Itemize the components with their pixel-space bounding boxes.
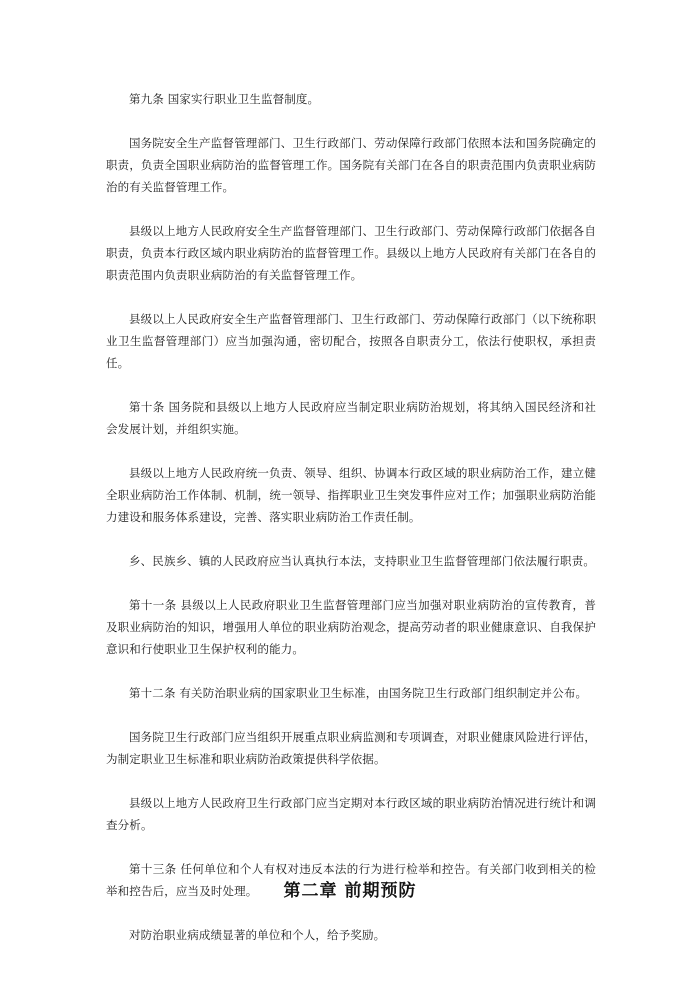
article-13-paragraph: 第十三条 任何单位和个人有权对违反本法的行为进行检举和控告。有关部门收到相关的检举和控告后，应当及时处理。 (106, 862, 596, 898)
body-paragraph: 国务院安全生产监督管理部门、卫生行政部门、劳动保障行政部门依照本法和国务院确定的职责，负责全国职业病防治的监督管理工作。国务院有关部门在各自的职责范围内负责职业病防治的有关监督管理工作。 (106, 136, 596, 194)
body-paragraph: 对防治职业病成绩显著的单位和个人，给予奖励。 (129, 928, 386, 942)
chapter-heading: 第二章 前期预防 (283, 881, 417, 901)
body-paragraph: 乡、民族乡、镇的人民政府应当认真执行本法，支持职业卫生监督管理部门依法履行职责。 (129, 554, 595, 568)
article-12-paragraph: 第十二条 有关防治职业病的国家职业卫生标准，由国务院卫生行政部门组织制定并公布。 (129, 686, 588, 700)
article-10-paragraph: 第十条 国务院和县级以上地方人民政府应当制定职业病防治规划，将其纳入国民经济和社会发展计划，并组织实施。 (106, 400, 596, 436)
article-9-paragraph: 第九条 国家实行职业卫生监督制度。 (129, 92, 320, 106)
body-paragraph: 县级以上地方人民政府安全生产监督管理部门、卫生行政部门、劳动保障行政部门依据各自职责，负责本行政区域内职业病防治的监督管理工作。县级以上地方人民政府有关部门在各自的职责范围内负责职业病防治的有关监督管理工作。 (106, 224, 596, 282)
body-paragraph: 县级以上地方人民政府卫生行政部门应当定期对本行政区域的职业病防治情况进行统计和调查分析。 (106, 796, 596, 832)
document-body (106, 88, 596, 968)
body-paragraph: 县级以上地方人民政府统一负责、领导、组织、协调本行政区域的职业病防治工作，建立健全职业病防治工作体制、机制，统一领导、指挥职业卫生突发事件应对工作；加强职业病防治能力建设和服务体系建设，完善、落实职业病防治工作责任制。 (106, 466, 596, 524)
body-paragraph: 县级以上人民政府安全生产监督管理部门、卫生行政部门、劳动保障行政部门（以下统称职业卫生监督管理部门）应当加强沟通，密切配合，按照各自职责分工，依法行使职权，承担责任。 (106, 312, 596, 370)
article-11-paragraph: 第十一条 县级以上人民政府职业卫生监督管理部门应当加强对职业病防治的宣传教育，普及职业病防治的知识，增强用人单位的职业病防治观念，提高劳动者的职业健康意识、自我保护意识和行使职业卫生保护权利的能力。 (106, 598, 596, 656)
body-paragraph: 国务院卫生行政部门应当组织开展重点职业病监测和专项调查，对职业健康风险进行评估，为制定职业卫生标准和职业病防治政策提供科学依据。 (106, 730, 596, 766)
